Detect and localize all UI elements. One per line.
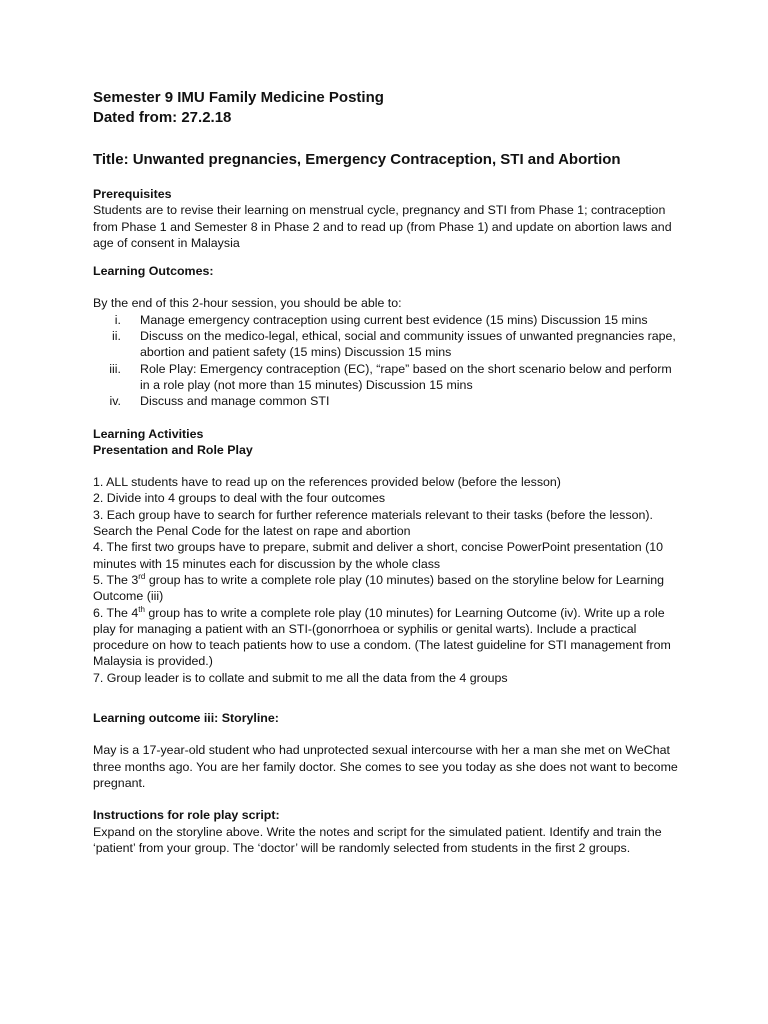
list-item-number: iii. (109, 361, 121, 376)
storyline-text: May is a 17-year-old student who had unprotected sexual intercourse with her a man she met on WeChat three months ago. You are her family doctor. She comes to see you today as she does not want to become pregnant. (93, 743, 678, 790)
list-item (93, 361, 683, 394)
instructions-text: Expand on the storyline above. Write the notes and script for the simulated patient. Identify and train the ‘patient’ from your group. The ‘doctor’ will be randomly selected from students in the first 2 groups. (93, 824, 662, 855)
list-item-text: Discuss on the medico-legal, ethical, social and community issues of unwanted pregnancies rape, abortion and patient safety (15 mins) Discussion 15 mins (140, 329, 676, 360)
activity-item-1: 1. ALL students have to read up on the references provided below (before the lesson) (93, 475, 561, 490)
activity-item-6-prefix: 6. The 4 (93, 605, 139, 620)
list-item (93, 312, 683, 328)
ordinal-superscript: th (138, 604, 145, 614)
activity-item-2: 2. Divide into 4 groups to deal with the four outcomes (93, 491, 386, 506)
instructions-heading: Instructions for role play script: (93, 808, 280, 823)
activity-item-3: 3. Each group have to search for further reference materials relevant to their tasks (before the lesson). Search the Penal Code for the latest on rape and abortion (93, 507, 653, 539)
list-item-number: ii. (112, 329, 121, 344)
activity-item-4: 4. The first two groups have to prepare, submit and deliver a short, concise PowerPoint presentation (10 minutes with 15 minutes each for discussion by the whole class (93, 540, 664, 571)
document-title: Title: Unwanted pregnancies, Emergency Contraception, STI and Abortion (93, 151, 621, 168)
prerequisites-heading: Prerequisites (93, 187, 172, 201)
activity-item-7: 7. Group leader is to collate and submit to me all the data from the 4 groups (93, 670, 508, 685)
activity-item-5-rest: group has to write a complete role play (10 minutes) based on the storyline below for Learning Outcome (iii) (93, 572, 665, 604)
list-item-text: Manage emergency contraception using current best evidence (15 mins) Discussion 15 mins (140, 312, 648, 327)
list-item-text: Role Play: Emergency contraception (EC), “rape” based on the short scenario below and perform in a role play (not more than 15 minutes) Discussion 15 mins (140, 361, 672, 392)
list-item (93, 328, 683, 361)
list-item-text: Discuss and manage common STI (140, 394, 330, 409)
list-item (93, 393, 683, 409)
storyline-heading: Learning outcome iii: Storyline: (93, 711, 279, 726)
dated-heading: Dated from: 27.2.18 (93, 109, 232, 126)
posting-heading: Semester 9 IMU Family Medicine Posting (93, 89, 384, 106)
learning-outcomes-list (93, 312, 683, 410)
list-item-number: iv. (109, 394, 121, 409)
list-item-number: i. (114, 312, 121, 327)
activity-item-5-prefix: 5. The 3 (93, 572, 139, 587)
activity-item-6-rest: group has to write a complete role play (10 minutes) for Learning Outcome (iv). Write up a role play for managing a patient with an STI-(gonorrhoea or syphilis or genital warts). Include a practical procedure on how to teach patients how to use a condom. (The latest guideline for STI management from Malaysia is provided.) (93, 605, 671, 669)
learning-outcomes-intro: By the end of this 2-hour session, you should be able to: (93, 296, 402, 311)
presentation-heading: Presentation and Role Play (93, 442, 253, 457)
activity-item-5 (93, 572, 683, 605)
prerequisites-text: Students are to revise their learning on menstrual cycle, pregnancy and STI from Phase 1; contraception from Phase 1 and Semester 8 in Phase 2 and to read up (from Phase 1) and update on abortion laws and age of consent in Malaysia (93, 203, 672, 250)
document-content (93, 88, 683, 856)
learning-outcomes-heading: Learning Outcomes: (93, 264, 214, 279)
activity-item-6 (93, 605, 683, 670)
ordinal-superscript: rd (138, 571, 146, 581)
learning-activities-heading: Learning Activities (93, 426, 204, 441)
